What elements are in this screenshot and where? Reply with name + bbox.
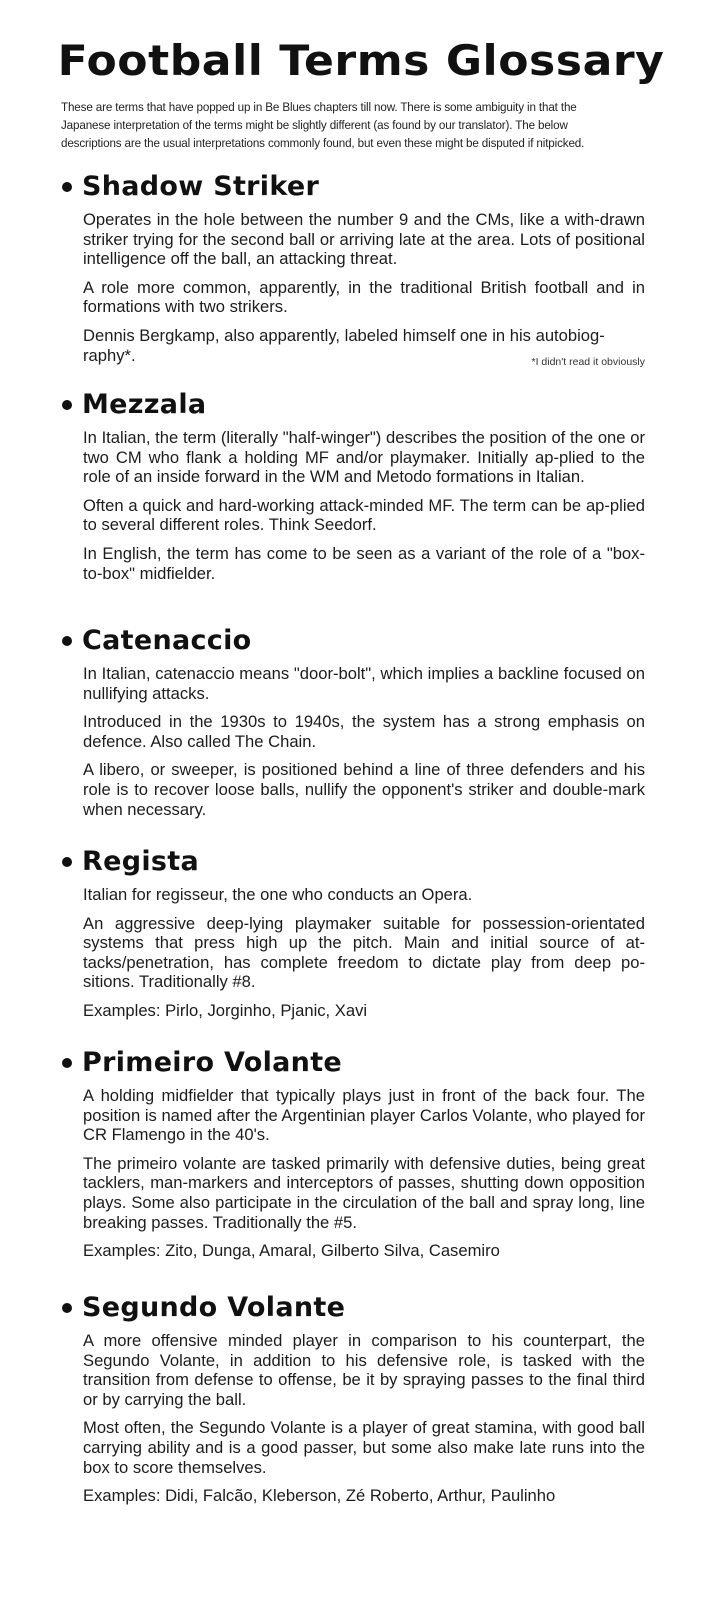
term-segundo-volante (62, 1291, 662, 1515)
term-paragraph: An aggressive deep-lying playmaker suitable for possession-orientated systems that press high up the pitch. Main and initial source of at-tacks/penetration, has complete freedom to dictate play from deep po-sitions. Traditionally #8. (83, 913, 645, 992)
bullet-icon (62, 1303, 72, 1313)
term-body (83, 428, 645, 583)
bullet-icon (62, 400, 72, 410)
bullet-icon (62, 1058, 72, 1068)
term-paragraph: A libero, or sweeper, is positioned behind a line of three defenders and his role is to recover loose balls, nullify the opponent's striker and double-mark when necessary. (83, 760, 645, 819)
term-name: Catenaccio (82, 625, 252, 656)
bullet-icon (62, 182, 72, 192)
term-name: Shadow Striker (82, 171, 320, 202)
term-heading (62, 1046, 662, 1080)
page-title: Football Terms Glossary (57, 36, 665, 85)
term-name: Primeiro Volante (82, 1047, 343, 1078)
term-paragraph: A role more common, apparently, in the traditional British football and in formations with two strikers. (83, 277, 645, 317)
footnote: *I didn't read it obviously (531, 356, 645, 369)
term-heading (62, 388, 662, 422)
term-body (83, 1086, 645, 1261)
term-body (83, 885, 645, 1021)
term-paragraph: In English, the term has come to be seen as a variant of the role of a "box-to-box" midfielder. (83, 543, 645, 583)
term-paragraph: The primeiro volante are tasked primarily with defensive duties, being great tacklers, man-markers and interceptors of passes, shutting down opposition plays. Some also participate in the circulation of the ball and spray long, line breaking passes. Traditionally the #5. (83, 1153, 645, 1232)
term-body (83, 210, 645, 368)
term-name: Regista (82, 846, 199, 877)
term-paragraph: Often a quick and hard-working attack-minded MF. The term can be ap-plied to several different roles. Think Seedorf. (83, 495, 645, 535)
term-paragraph: Introduced in the 1930s to 1940s, the system has a strong emphasis on defence. Also called The Chain. (83, 712, 645, 751)
term-heading (62, 170, 662, 204)
term-paragraph: Italian for regisseur, the one who conducts an Opera. (83, 885, 473, 904)
bullet-icon (62, 636, 72, 646)
term-paragraph: In Italian, the term (literally "half-winger") describes the position of the one or two CM who flank a holding MF and/or playmaker. Initially ap-plied to the role of an inside forward in the WM and Metodo formations in Italian. (83, 428, 645, 487)
term-body (83, 1331, 645, 1506)
term-paragraph: A holding midfielder that typically plays just in front of the back four. The position is named after the Argentinian player Carlos Volante, who played for CR Flamengo in the 40's. (83, 1086, 645, 1145)
term-paragraph: A more offensive minded player in comparison to his counterpart, the Segundo Volante, in addition to his defensive role, is tasked with the transition from defense to offense, be it by spraying passes to the final third or by carrying the ball. (83, 1331, 645, 1409)
term-catenaccio (62, 624, 662, 828)
term-regista (62, 845, 662, 1030)
term-shadow-striker (62, 170, 662, 368)
intro-text: These are terms that have popped up in Be Blues chapters till now. There is some ambiguity in that the Japanese interpretation of the terms might be slightly different (as found by our translator). The below descriptions are the usual interpretations commonly found, but even these might be disputed if nitpicked. (61, 100, 585, 150)
term-body (83, 664, 645, 819)
term-paragraph: Most often, the Segundo Volante is a player of great stamina, with good ball carrying ability and is a good passer, but some also make late runs into the box to score themselves. (83, 1418, 645, 1477)
term-name: Segundo Volante (82, 1292, 346, 1323)
term-heading (62, 845, 662, 879)
term-paragraph: Dennis Bergkamp, also apparently, labeled himself one in his autobiog-raphy*. (83, 325, 605, 365)
term-name: Mezzala (82, 389, 207, 420)
term-paragraph: In Italian, catenaccio means "door-bolt", which implies a backline focused on nullifying attacks. (83, 664, 645, 703)
bullet-icon (62, 857, 72, 867)
term-mezzala (62, 388, 662, 592)
term-paragraph: Examples: Pirlo, Jorginho, Pjanic, Xavi (83, 1000, 368, 1020)
term-heading (62, 624, 662, 658)
term-paragraph: Operates in the hole between the number 9 and the CMs, like a with-drawn striker trying for the second ball or arriving late at the area. Lots of positional intelligence off the ball, an attacking threat. (83, 210, 645, 269)
term-heading (62, 1291, 662, 1325)
term-primeiro-volante (62, 1046, 662, 1270)
term-paragraph: Examples: Didi, Falcão, Kleberson, Zé Roberto, Arthur, Paulinho (83, 1486, 556, 1506)
term-paragraph: Examples: Zito, Dunga, Amaral, Gilberto Silva, Casemiro (83, 1241, 500, 1261)
